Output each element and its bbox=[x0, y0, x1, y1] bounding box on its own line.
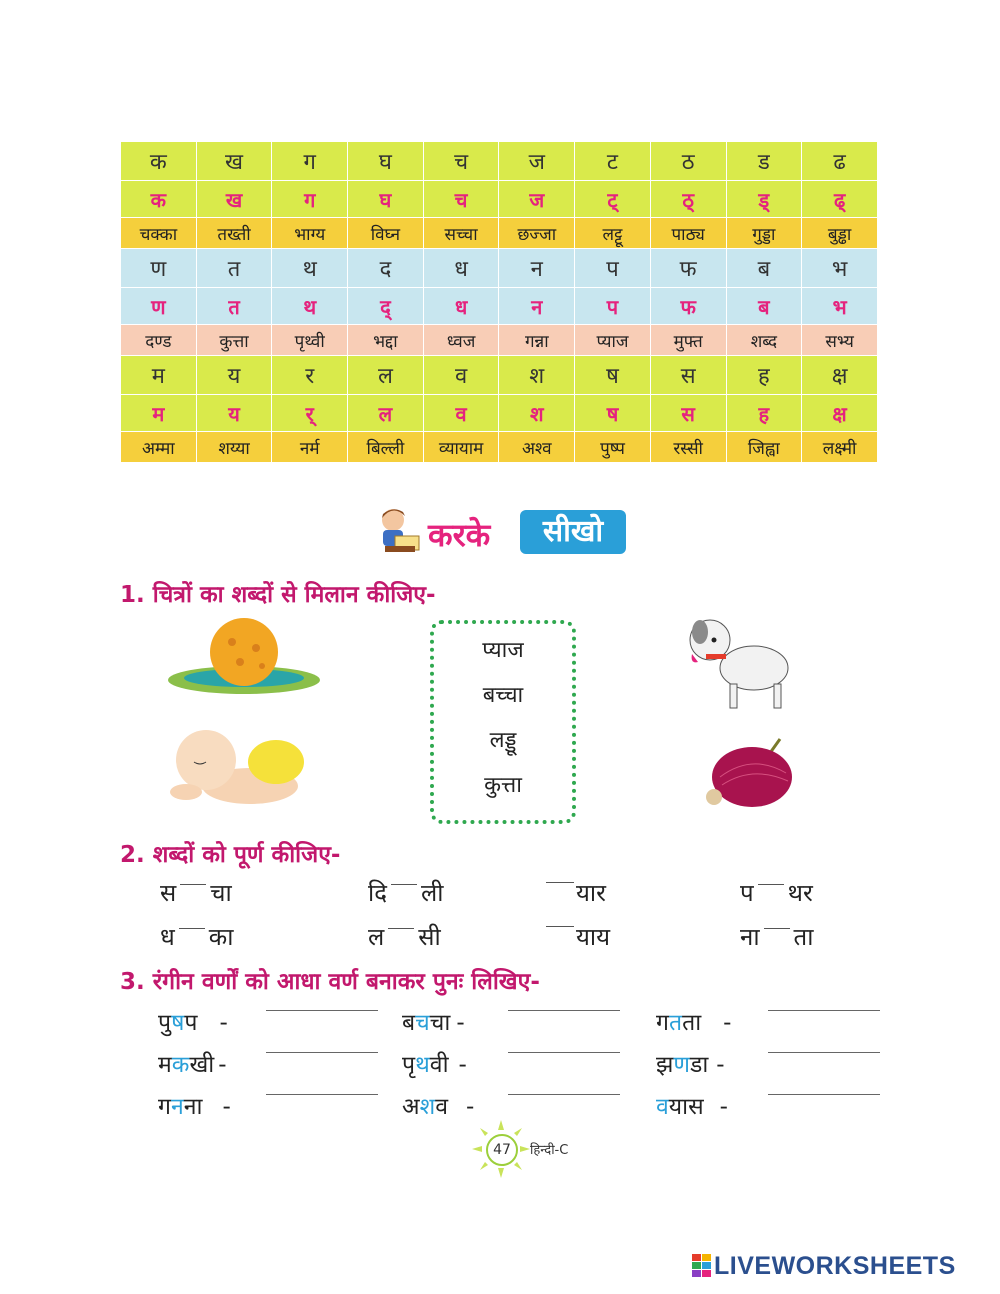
q3-item: पुषप - bbox=[158, 1010, 228, 1036]
fill-item[interactable] bbox=[740, 920, 813, 953]
blank[interactable] bbox=[764, 928, 790, 929]
example-word: गन्ना bbox=[499, 325, 575, 356]
answer-line[interactable] bbox=[508, 1010, 620, 1011]
alphabet-row-half bbox=[121, 181, 878, 218]
sleeping-baby-image[interactable] bbox=[166, 722, 322, 808]
alphabet-row-full bbox=[121, 142, 878, 181]
fill-post: चा bbox=[210, 879, 232, 907]
example-word: शब्द bbox=[726, 325, 802, 356]
fill-item[interactable] bbox=[546, 876, 606, 909]
example-word: नर्म bbox=[272, 432, 348, 463]
fill-item[interactable] bbox=[368, 920, 441, 953]
full-letter: ल bbox=[348, 356, 424, 395]
example-word: लट्टू bbox=[575, 218, 651, 249]
blank[interactable] bbox=[546, 882, 574, 883]
full-letter: ड bbox=[726, 142, 802, 181]
q3-title: 3. रंगीन वर्णों को आधा वर्ण बनाकर पुनः लिखिए- bbox=[120, 969, 540, 995]
blank[interactable] bbox=[546, 926, 574, 927]
page-number: 47 bbox=[486, 1134, 518, 1166]
half-letter: ह bbox=[726, 395, 802, 432]
half-letter: थ bbox=[272, 288, 348, 325]
half-letter: ट् bbox=[575, 181, 651, 218]
alphabet-row-words bbox=[121, 325, 878, 356]
half-letter: त bbox=[196, 288, 272, 325]
answer-line[interactable] bbox=[768, 1010, 880, 1011]
half-letter: द् bbox=[348, 288, 424, 325]
full-letter: ह bbox=[726, 356, 802, 395]
blank[interactable] bbox=[179, 928, 205, 929]
match-word[interactable]: लड्डू bbox=[489, 728, 517, 753]
fill-pre: दि bbox=[368, 879, 387, 907]
alphabet-row-words bbox=[121, 218, 878, 249]
q3-item: गनना - bbox=[158, 1094, 231, 1120]
fill-pre: ना bbox=[740, 923, 760, 951]
alphabet-row-half bbox=[121, 395, 878, 432]
word-box bbox=[430, 620, 576, 824]
fill-post: सी bbox=[418, 923, 441, 951]
example-word: रस्सी bbox=[650, 432, 726, 463]
half-letter: ब bbox=[726, 288, 802, 325]
full-letter: र bbox=[272, 356, 348, 395]
full-letter: य bbox=[196, 356, 272, 395]
example-word: बिल्ली bbox=[348, 432, 424, 463]
full-letter: ट bbox=[575, 142, 651, 181]
fill-post: ता bbox=[793, 923, 814, 951]
match-word[interactable]: प्याज bbox=[482, 638, 524, 663]
example-word: व्यायाम bbox=[423, 432, 499, 463]
half-letter: ड् bbox=[726, 181, 802, 218]
half-letter: श bbox=[499, 395, 575, 432]
blank[interactable] bbox=[388, 928, 414, 929]
half-letter: ख bbox=[196, 181, 272, 218]
q3-item: झणडा - bbox=[656, 1052, 725, 1078]
liveworksheets-logo-icon bbox=[692, 1254, 712, 1278]
example-word: बुड्ढा bbox=[802, 218, 878, 249]
half-letter: र् bbox=[272, 395, 348, 432]
full-letter: ध bbox=[423, 249, 499, 288]
match-word[interactable]: बच्चा bbox=[482, 683, 524, 708]
header-karke: करके bbox=[428, 516, 491, 554]
half-letter: व bbox=[423, 395, 499, 432]
example-word: पृथ्वी bbox=[272, 325, 348, 356]
half-letter: च bbox=[423, 181, 499, 218]
fill-post: याय bbox=[576, 923, 611, 951]
half-letter: ध bbox=[423, 288, 499, 325]
example-word: कुत्ता bbox=[196, 325, 272, 356]
answer-line[interactable] bbox=[768, 1052, 880, 1053]
blank[interactable] bbox=[391, 884, 417, 885]
q3-item: पृथवी - bbox=[402, 1052, 467, 1078]
example-word: ध्वज bbox=[423, 325, 499, 356]
full-letter: क bbox=[121, 142, 197, 181]
example-word: भाग्य bbox=[272, 218, 348, 249]
fill-pre: प bbox=[740, 879, 754, 907]
answer-line[interactable] bbox=[508, 1094, 620, 1095]
q3-item: मकखी - bbox=[158, 1052, 227, 1078]
answer-line[interactable] bbox=[266, 1052, 378, 1053]
example-word: सच्चा bbox=[423, 218, 499, 249]
half-letter: ल bbox=[348, 395, 424, 432]
example-word: छज्जा bbox=[499, 218, 575, 249]
full-letter: ब bbox=[726, 249, 802, 288]
full-letter: भ bbox=[802, 249, 878, 288]
full-letter: ण bbox=[121, 249, 197, 288]
example-word: अम्मा bbox=[121, 432, 197, 463]
fill-post: थर bbox=[787, 879, 813, 907]
full-letter: श bbox=[499, 356, 575, 395]
full-letter: ष bbox=[575, 356, 651, 395]
alphabet-row-full bbox=[121, 249, 878, 288]
full-letter: ग bbox=[272, 142, 348, 181]
full-letter: ढ bbox=[802, 142, 878, 181]
half-letter: स bbox=[650, 395, 726, 432]
example-word: चक्का bbox=[121, 218, 197, 249]
half-letter: घ bbox=[348, 181, 424, 218]
example-word: भद्दा bbox=[348, 325, 424, 356]
full-letter: घ bbox=[348, 142, 424, 181]
half-letter: ग bbox=[272, 181, 348, 218]
laddu-plate-image[interactable] bbox=[166, 618, 322, 698]
example-word: तख्ती bbox=[196, 218, 272, 249]
answer-line[interactable] bbox=[508, 1052, 620, 1053]
full-letter: फ bbox=[650, 249, 726, 288]
fill-pre: ध bbox=[160, 923, 175, 951]
fill-item[interactable] bbox=[546, 920, 610, 953]
example-word: विघ्न bbox=[348, 218, 424, 249]
fill-pre: ल bbox=[368, 923, 385, 951]
brand-name: LIVEWORKSHEETS bbox=[714, 1252, 956, 1280]
full-letter: न bbox=[499, 249, 575, 288]
example-word: अश्व bbox=[499, 432, 575, 463]
fill-item[interactable] bbox=[160, 920, 233, 953]
boy-reading-icon bbox=[375, 506, 423, 556]
onion-image[interactable] bbox=[700, 733, 800, 813]
half-letter: क्ष bbox=[802, 395, 878, 432]
full-letter: ख bbox=[196, 142, 272, 181]
answer-line[interactable] bbox=[768, 1094, 880, 1095]
full-letter: व bbox=[423, 356, 499, 395]
example-word: लक्ष्मी bbox=[802, 432, 878, 463]
half-letter: फ bbox=[650, 288, 726, 325]
half-letter: म bbox=[121, 395, 197, 432]
full-letter: म bbox=[121, 356, 197, 395]
half-letter: य bbox=[196, 395, 272, 432]
full-letter: प bbox=[575, 249, 651, 288]
half-letter: प bbox=[575, 288, 651, 325]
fill-item[interactable] bbox=[160, 876, 232, 909]
q1-title: 1. चित्रों का शब्दों से मिलान कीजिए- bbox=[120, 582, 436, 608]
fill-item[interactable] bbox=[368, 876, 443, 909]
half-letter: ज bbox=[499, 181, 575, 218]
fill-post: का bbox=[208, 923, 234, 951]
match-word[interactable]: कुत्ता bbox=[484, 773, 522, 798]
example-word: पाठ्य bbox=[650, 218, 726, 249]
half-letter: न bbox=[499, 288, 575, 325]
q3-item: गतता - bbox=[656, 1010, 732, 1036]
q2-title: 2. शब्दों को पूर्ण कीजिए- bbox=[120, 842, 341, 868]
example-word: शय्या bbox=[196, 432, 272, 463]
fill-post: ली bbox=[420, 879, 444, 907]
header-seekho: सीखो bbox=[520, 510, 626, 554]
alphabet-row-half bbox=[121, 288, 878, 325]
q3-item: वयास - bbox=[656, 1094, 728, 1120]
blank[interactable] bbox=[758, 884, 784, 885]
example-word: प्याज bbox=[575, 325, 651, 356]
alphabet-row-full bbox=[121, 356, 878, 395]
alphabet-table bbox=[120, 141, 878, 463]
half-letter: ढ् bbox=[802, 181, 878, 218]
half-letter: क bbox=[121, 181, 197, 218]
dog-image[interactable] bbox=[678, 610, 808, 716]
answer-line[interactable] bbox=[266, 1094, 378, 1095]
full-letter: ठ bbox=[650, 142, 726, 181]
example-word: मुफ्त bbox=[650, 325, 726, 356]
full-letter: स bbox=[650, 356, 726, 395]
example-word: पुष्प bbox=[575, 432, 651, 463]
full-letter: ज bbox=[499, 142, 575, 181]
full-letter: थ bbox=[272, 249, 348, 288]
book-label: हिन्दी-C bbox=[530, 1143, 569, 1158]
alphabet-row-words bbox=[121, 432, 878, 463]
example-word: सभ्य bbox=[802, 325, 878, 356]
full-letter: द bbox=[348, 249, 424, 288]
fill-pre: स bbox=[160, 879, 177, 907]
example-word: जिह्वा bbox=[726, 432, 802, 463]
fill-post: यार bbox=[576, 879, 606, 907]
half-letter: ठ् bbox=[650, 181, 726, 218]
full-letter: क्ष bbox=[802, 356, 878, 395]
q3-item: बचचा - bbox=[402, 1010, 465, 1036]
q3-item: अशव - bbox=[402, 1094, 475, 1120]
answer-line[interactable] bbox=[266, 1010, 378, 1011]
example-word: गुड्डा bbox=[726, 218, 802, 249]
full-letter: च bbox=[423, 142, 499, 181]
half-letter: भ bbox=[802, 288, 878, 325]
half-letter: ष bbox=[575, 395, 651, 432]
fill-item[interactable] bbox=[740, 876, 813, 909]
full-letter: त bbox=[196, 249, 272, 288]
blank[interactable] bbox=[180, 884, 206, 885]
example-word: दण्ड bbox=[121, 325, 197, 356]
half-letter: ण bbox=[121, 288, 197, 325]
